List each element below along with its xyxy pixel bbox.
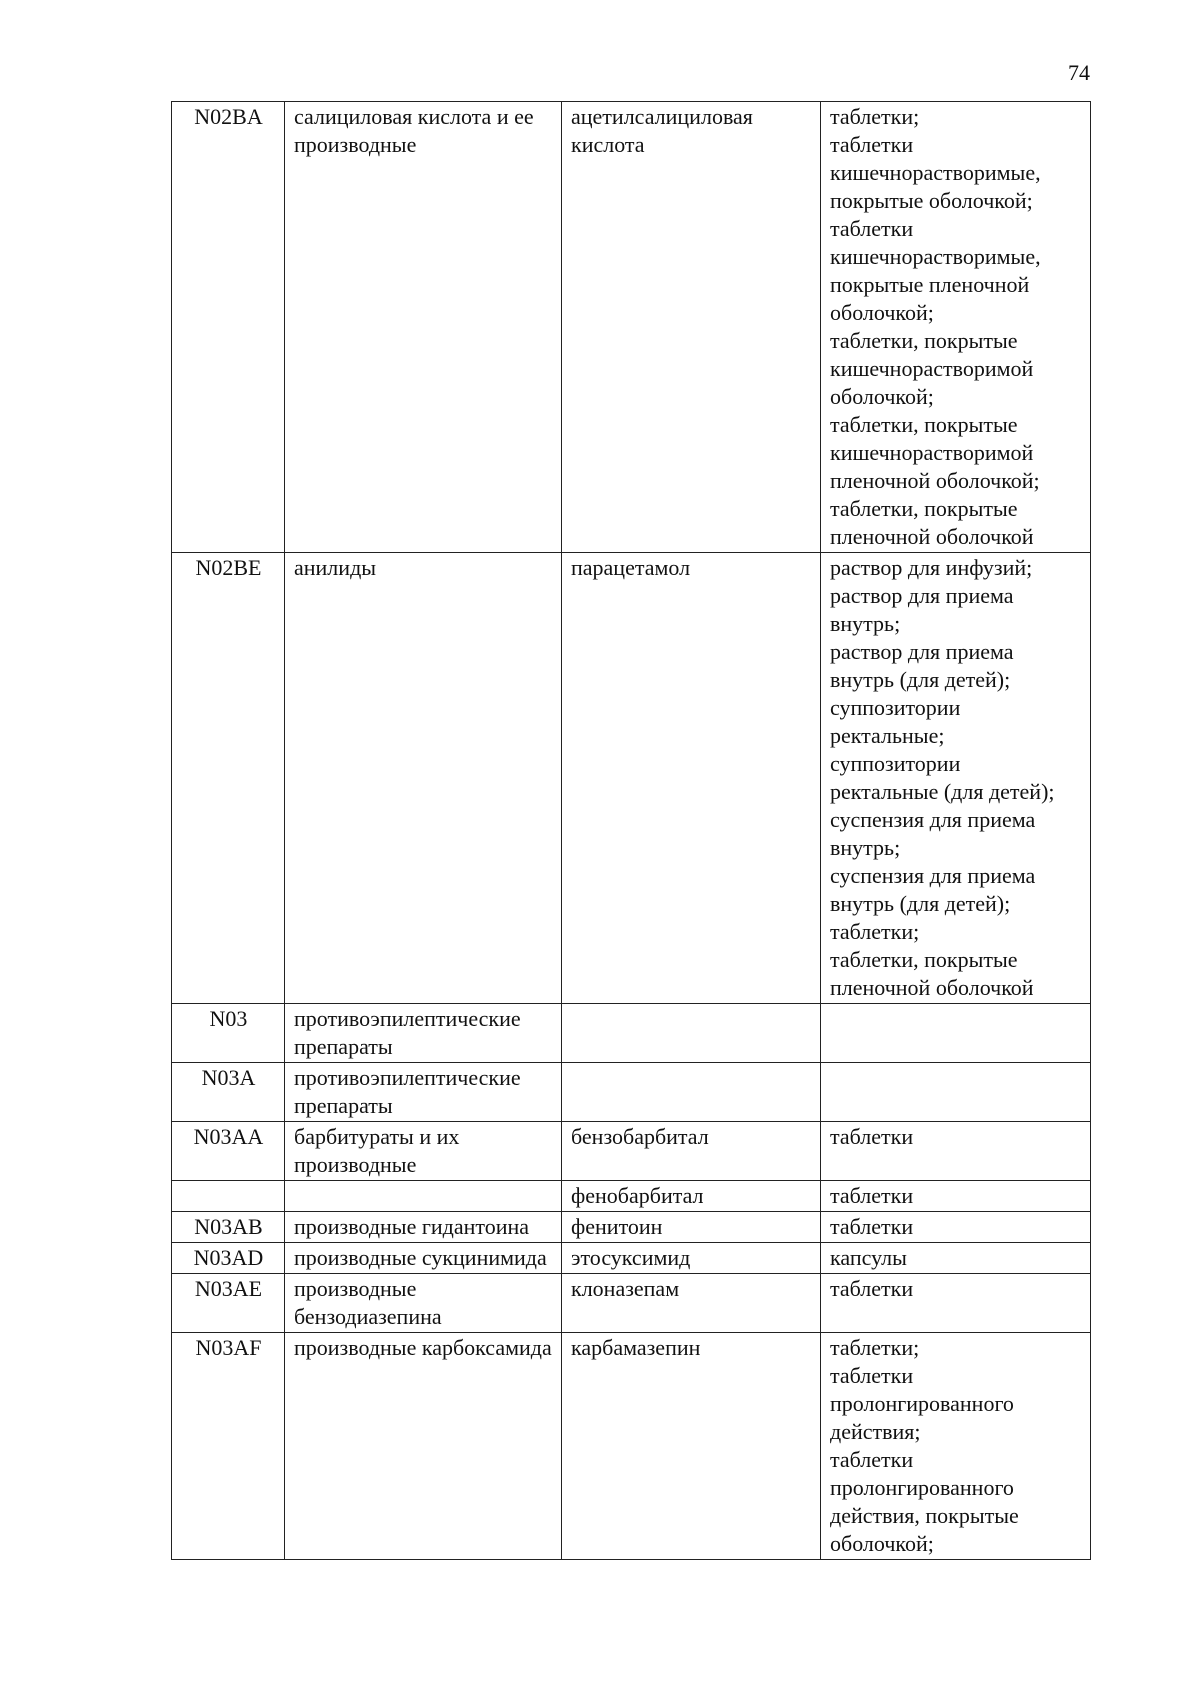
table-body	[172, 102, 1091, 1560]
dosage-form-line: таблетки	[830, 1214, 914, 1239]
atc-code-cell	[172, 1181, 285, 1212]
dosage-form-cell	[821, 102, 1091, 553]
drug-table	[171, 101, 1091, 1560]
atc-code-cell: N03AB	[172, 1212, 285, 1243]
substance-name-cell: этосуксимид	[562, 1243, 821, 1274]
group-name-cell: анилиды	[285, 553, 562, 1004]
atc-code-cell: N02BA	[172, 102, 285, 553]
atc-code-cell: N02BE	[172, 553, 285, 1004]
dosage-form-cell	[821, 1122, 1091, 1181]
dosage-form-cell	[821, 1274, 1091, 1333]
atc-code-cell: N03AE	[172, 1274, 285, 1333]
dosage-form-line: таблетки, покрытые	[830, 947, 1018, 972]
atc-code-cell: N03AA	[172, 1122, 285, 1181]
dosage-form-line: таблетки	[830, 1363, 914, 1388]
dosage-form-line: пролонгированного	[830, 1475, 1014, 1500]
dosage-form-cell	[821, 1181, 1091, 1212]
table-row	[172, 1274, 1091, 1333]
group-name-cell: производные бензодиазепина	[285, 1274, 562, 1333]
table-row	[172, 1243, 1091, 1274]
dosage-form-cell	[821, 1243, 1091, 1274]
dosage-form-line: ректальные;	[830, 723, 945, 748]
substance-name-cell	[562, 1004, 821, 1063]
substance-name-cell: клоназепам	[562, 1274, 821, 1333]
table-row	[172, 102, 1091, 553]
table-row	[172, 1122, 1091, 1181]
dosage-form-line: таблетки;	[830, 919, 920, 944]
dosage-form-line: внутрь;	[830, 835, 901, 860]
dosage-form-line: раствор для приема	[830, 583, 1014, 608]
dosage-form-line: внутрь (для детей);	[830, 667, 1011, 692]
table-row	[172, 1212, 1091, 1243]
atc-code-cell: N03	[172, 1004, 285, 1063]
dosage-form-line: внутрь (для детей);	[830, 891, 1011, 916]
dosage-form-line: таблетки	[830, 1276, 914, 1301]
atc-code-cell: N03AD	[172, 1243, 285, 1274]
dosage-form-line: кишечнорастворимой	[830, 356, 1034, 381]
table-row	[172, 1004, 1091, 1063]
dosage-form-line: таблетки;	[830, 104, 920, 129]
dosage-form-cell	[821, 1063, 1091, 1122]
dosage-form-line: кишечнорастворимые,	[830, 160, 1041, 185]
dosage-form-line: оболочкой;	[830, 1531, 934, 1556]
dosage-form-line: пленочной оболочкой	[830, 524, 1034, 549]
table-row	[172, 1181, 1091, 1212]
dosage-form-cell	[821, 1004, 1091, 1063]
table-row	[172, 553, 1091, 1004]
dosage-form-line: таблетки	[830, 1124, 914, 1149]
dosage-form-line: суппозитории	[830, 695, 961, 720]
dosage-form-line: суспензия для приема	[830, 807, 1036, 832]
dosage-form-cell	[821, 1333, 1091, 1560]
dosage-form-line: таблетки	[830, 132, 914, 157]
substance-name-cell: парацетамол	[562, 553, 821, 1004]
dosage-form-line: пролонгированного	[830, 1391, 1014, 1416]
group-name-cell: противоэпилептические препараты	[285, 1063, 562, 1122]
dosage-form-line: капсулы	[830, 1245, 907, 1270]
dosage-form-cell	[821, 1212, 1091, 1243]
substance-name-cell	[562, 1063, 821, 1122]
dosage-form-line: суспензия для приема	[830, 863, 1036, 888]
dosage-form-line: суппозитории	[830, 751, 961, 776]
substance-name-cell: карбамазепин	[562, 1333, 821, 1560]
dosage-form-line: пленочной оболочкой	[830, 975, 1034, 1000]
dosage-form-line: ректальные (для детей);	[830, 779, 1055, 804]
dosage-form-line: таблетки	[830, 1447, 914, 1472]
atc-code-cell: N03AF	[172, 1333, 285, 1560]
dosage-form-line: пленочной оболочкой;	[830, 468, 1040, 493]
group-name-cell: салициловая кислота и ее производные	[285, 102, 562, 553]
dosage-form-line: оболочкой;	[830, 384, 934, 409]
group-name-cell	[285, 1181, 562, 1212]
dosage-form-line: действия, покрытые	[830, 1503, 1019, 1528]
substance-name-cell: ацетилсалициловая кислота	[562, 102, 821, 553]
atc-code-cell: N03A	[172, 1063, 285, 1122]
dosage-form-line: действия;	[830, 1419, 921, 1444]
dosage-form-line: таблетки, покрытые	[830, 328, 1018, 353]
page-number: 74	[1068, 60, 1090, 85]
dosage-form-line: кишечнорастворимые,	[830, 244, 1041, 269]
substance-name-cell: бензобарбитал	[562, 1122, 821, 1181]
dosage-form-line: покрытые пленочной	[830, 272, 1030, 297]
group-name-cell: барбитураты и их производные	[285, 1122, 562, 1181]
dosage-form-line: таблетки	[830, 1183, 914, 1208]
group-name-cell: производные гидантоина	[285, 1212, 562, 1243]
group-name-cell: производные карбоксамида	[285, 1333, 562, 1560]
table-row	[172, 1333, 1091, 1560]
dosage-form-line: таблетки, покрытые	[830, 412, 1018, 437]
dosage-form-line: внутрь;	[830, 611, 901, 636]
dosage-form-line: таблетки, покрытые	[830, 496, 1018, 521]
substance-name-cell: фенитоин	[562, 1212, 821, 1243]
dosage-form-line: таблетки	[830, 216, 914, 241]
dosage-form-line: раствор для инфузий;	[830, 555, 1033, 580]
dosage-form-line: оболочкой;	[830, 300, 934, 325]
table-row	[172, 1063, 1091, 1122]
substance-name-cell: фенобарбитал	[562, 1181, 821, 1212]
group-name-cell: производные сукцинимида	[285, 1243, 562, 1274]
dosage-form-line: раствор для приема	[830, 639, 1014, 664]
dosage-form-cell	[821, 553, 1091, 1004]
dosage-form-line: таблетки;	[830, 1335, 920, 1360]
group-name-cell: противоэпилептические препараты	[285, 1004, 562, 1063]
dosage-form-line: покрытые оболочкой;	[830, 188, 1033, 213]
dosage-form-line: кишечнорастворимой	[830, 440, 1034, 465]
